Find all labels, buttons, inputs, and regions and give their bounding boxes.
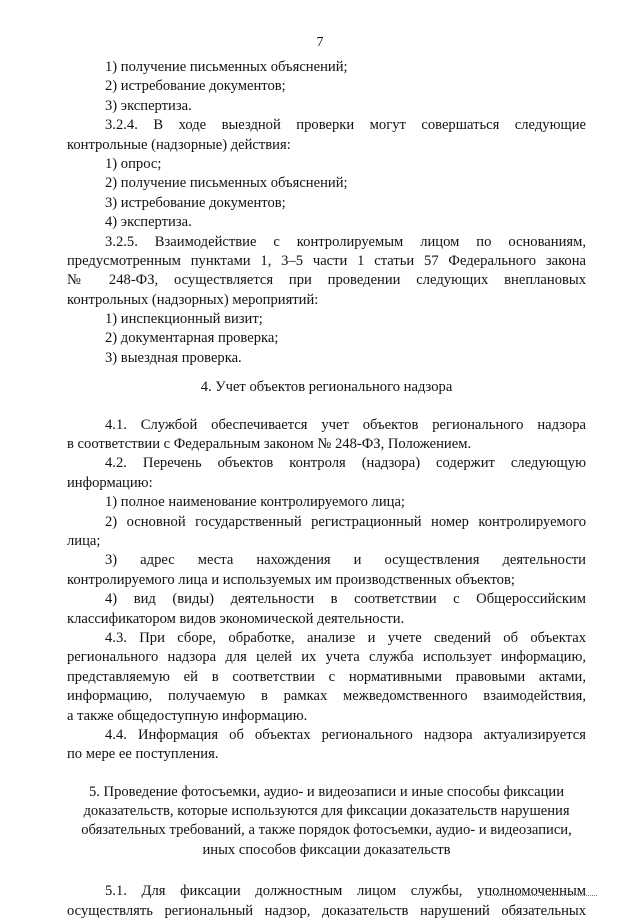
page-number: 7	[316, 35, 324, 50]
paragraph-line: № 248-ФЗ, осуществляется при проведении следующих внеплановых	[67, 272, 586, 289]
paragraph-line: контролируемого лица и используемых им производственных объектов;	[67, 571, 515, 588]
paragraph-line: информацию, получаемую в рамках межведомственного взаимодействия,	[67, 688, 586, 705]
paragraph-line: контрольные (надзорные) действия:	[67, 136, 291, 153]
section-heading-4: 4. Учет объектов регионального надзора	[200, 379, 453, 396]
paragraph-line: 2) истребование документов;	[105, 78, 286, 95]
paragraph-line: 2) документарная проверка;	[105, 330, 279, 347]
paragraph-line: 5.1. Для фиксации должностным лицом службы, уполномоченным	[105, 883, 586, 900]
paragraph-line: 1) полное наименование контролируемого лица;	[105, 494, 405, 511]
paragraph-line: 4.4. Информация об объектах регионального надзора актуализируется	[105, 726, 586, 743]
paragraph-line: 4.1. Службой обеспечивается учет объектов регионального надзора	[105, 416, 586, 433]
paragraph-line: информацию:	[67, 474, 153, 491]
paragraph-line: а также общедоступную информацию.	[67, 707, 308, 724]
paragraph-line: 3) адрес места нахождения и осуществления деятельности	[105, 552, 586, 569]
document-body	[67, 58, 586, 921]
paragraph-line: лица;	[67, 532, 101, 549]
paragraph-line: в соответствии с Федеральным законом № 248-ФЗ, Положением.	[67, 436, 472, 453]
paragraph-line: 1) получение письменных объяснений;	[105, 59, 348, 75]
footer-rule	[487, 895, 597, 897]
section-heading-5: иных способов фиксации доказательств	[202, 841, 451, 858]
paragraph-line: 3) истребование документов;	[105, 194, 286, 211]
paragraph-line: 4) вид (виды) деятельности в соответствии с Общероссийским	[105, 591, 586, 608]
paragraph-line: 4) экспертиза.	[105, 214, 192, 231]
paragraph-line: регионального надзора для целей их учета служба использует информацию,	[67, 649, 586, 666]
paragraph-line: представляемую ей в соответствии с нормативными правовыми актами,	[67, 668, 586, 685]
paragraph-line: по мере ее поступления.	[67, 746, 219, 763]
paragraph-line: 3.2.4. В ходе выездной проверки могут совершаться следующие	[105, 117, 586, 134]
section-heading-5: 5. Проведение фотосъемки, аудио- и видеозаписи и иные способы фиксации	[88, 783, 565, 800]
paragraph-line: 4.2. Перечень объектов контроля (надзора) содержит следующую	[105, 455, 586, 472]
paragraph-line: осуществлять региональный надзор, доказательств нарушений обязательных	[67, 902, 586, 919]
paragraph-line: 3.2.5. Взаимодействие с контролируемым лицом по основаниям,	[105, 233, 586, 250]
paragraph-line: контрольных (надзорных) мероприятий:	[67, 291, 319, 308]
paragraph-line: 3) выездная проверка.	[105, 349, 242, 366]
paragraph-line: 1) инспекционный визит;	[105, 311, 263, 328]
section-heading-5: доказательств, которые используются для фиксации доказательств нарушения	[83, 803, 570, 820]
paragraph-line: 2) основной государственный регистрационный номер контролируемого	[105, 513, 586, 530]
paragraph-line: 3) экспертиза.	[105, 97, 192, 114]
section-heading-5: обязательных требований, а также порядок фотосъемки, аудио- и видеозаписи,	[81, 822, 572, 839]
paragraph-line: 1) опрос;	[105, 155, 162, 172]
paragraph-line: 4.3. При сборе, обработке, анализе и учете сведений об объектах	[105, 629, 586, 646]
paragraph-line: предусмотренным пунктами 1, 3–5 части 1 статьи 57 Федерального закона	[67, 252, 586, 269]
paragraph-line: классификатором видов экономической деятельности.	[67, 610, 405, 627]
paragraph-line: 2) получение письменных объяснений;	[105, 175, 348, 192]
